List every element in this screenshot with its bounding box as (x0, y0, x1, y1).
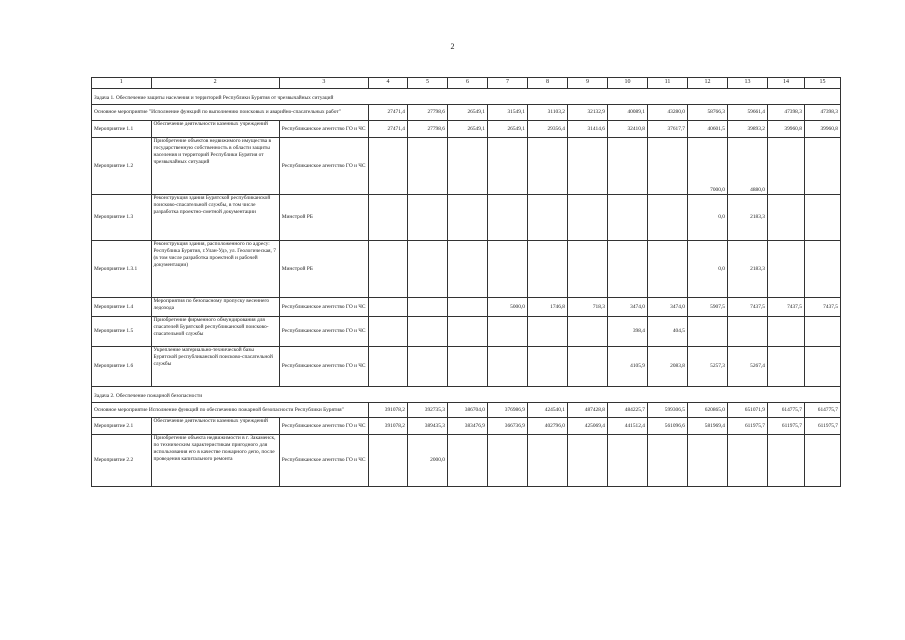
value-cell (607, 138, 647, 195)
value-cell: 47398,3 (767, 105, 804, 121)
value-cell: 386704,0 (447, 403, 487, 418)
value-cell (767, 347, 804, 387)
value-cell (804, 347, 840, 387)
value-cell (369, 195, 408, 241)
value-cell: 39893,2 (727, 121, 767, 138)
activity-code: Мероприятие 2.1 (92, 418, 152, 435)
value-cell (727, 317, 767, 347)
value-cell (527, 317, 567, 347)
value-cell: 7000,0 (687, 138, 727, 195)
activity-name: Мероприятия по безопасному пропуску весеннего ледохода (151, 298, 279, 317)
value-cell (527, 347, 567, 387)
value-cell: 2083,8 (647, 347, 687, 387)
value-cell (527, 138, 567, 195)
value-cell (487, 241, 527, 298)
executor: Республиканское агентство ГО и ЧС (279, 418, 368, 435)
value-cell: 5907,5 (687, 298, 727, 317)
value-cell: 39960,8 (767, 121, 804, 138)
value-cell: 611975,7 (727, 418, 767, 435)
value-cell: 27471,4 (369, 121, 408, 138)
value-cell: 383476,9 (447, 418, 487, 435)
value-cell: 40601,5 (687, 121, 727, 138)
table-row (92, 418, 841, 435)
executor: Минстрой РБ (279, 195, 368, 241)
value-cell: 392735,3 (407, 403, 447, 418)
main-activity-name: Основное мероприятие "Исполнение функций по выполнению поисковых и аварийно-спасательных работ" (92, 105, 369, 121)
value-cell: 389435,3 (407, 418, 447, 435)
executor: Минстрой РБ (279, 241, 368, 298)
value-cell: 26549,1 (487, 121, 527, 138)
activity-code: Мероприятие 2.2 (92, 435, 152, 487)
activity-code: Мероприятие 1.3.1 (92, 241, 152, 298)
executor: Республиканское агентство ГО и ЧС (279, 121, 368, 138)
value-cell: 599306,5 (647, 403, 687, 418)
value-cell: 404,5 (647, 317, 687, 347)
header-cell: 11 (647, 78, 687, 89)
value-cell: 7437,5 (804, 298, 840, 317)
value-cell (804, 241, 840, 298)
value-cell: 402796,0 (527, 418, 567, 435)
activity-name: Обеспечение деятельности казенных учреждений (151, 121, 279, 138)
value-cell (447, 317, 487, 347)
value-cell: 611975,7 (804, 418, 840, 435)
table-row (92, 317, 841, 347)
value-cell (567, 435, 607, 487)
value-cell: 5257,3 (687, 347, 727, 387)
activity-code: Мероприятие 1.2 (92, 138, 152, 195)
activity-name: Приобретение объекта недвижимости в г. Закаменск, по техническим характеристикам пригодного для использования его в качестве пожарного депо, после проведения капитального ремонта (151, 435, 279, 487)
activity-name: Реконструкция здания, расположенного по адресу: Республика Бурятия, г.Улан-Удэ, ул. Геологическая, 7 (в том числе разработка проектной и рабочей документации) (151, 241, 279, 298)
value-cell: 39960,8 (804, 121, 840, 138)
header-cell: 2 (151, 78, 279, 89)
value-cell: 32132,9 (567, 105, 607, 121)
value-cell: 611975,7 (767, 418, 804, 435)
table-row (92, 403, 841, 418)
table-row (92, 435, 841, 487)
value-cell: 391078,2 (369, 403, 408, 418)
main-activity-name: Основное мероприятие Исполнение функций по обеспечению пожарной безопасности Республики Бурятия" (92, 403, 369, 418)
section-title: Задача 2. Обеспечение пожарной безопасности (92, 387, 841, 403)
value-cell (369, 298, 408, 317)
value-cell: 1746,8 (527, 298, 567, 317)
value-cell: 718,3 (567, 298, 607, 317)
value-cell (687, 435, 727, 487)
activity-code: Мероприятие 1.5 (92, 317, 152, 347)
value-cell: 43280,0 (647, 105, 687, 121)
header-cell: 13 (727, 78, 767, 89)
value-cell (487, 138, 527, 195)
value-cell: 31549,1 (487, 105, 527, 121)
value-cell (527, 435, 567, 487)
value-cell (527, 241, 567, 298)
value-cell: 7437,5 (767, 298, 804, 317)
value-cell: 37617,7 (647, 121, 687, 138)
header-cell: 15 (804, 78, 840, 89)
value-cell (647, 195, 687, 241)
value-cell: 27471,4 (369, 105, 408, 121)
value-cell (407, 347, 447, 387)
header-row (92, 78, 841, 89)
value-cell: 441512,4 (607, 418, 647, 435)
header-cell: 1 (92, 78, 152, 89)
value-cell: 31103,2 (527, 105, 567, 121)
value-cell (369, 138, 408, 195)
value-cell: 58766,3 (687, 105, 727, 121)
value-cell: 59661,4 (727, 105, 767, 121)
value-cell (767, 195, 804, 241)
table-row (92, 298, 841, 317)
section-row (92, 89, 841, 105)
activity-name: Укрепление материально-технической базы Бурятской республиканской поисково-спасательной службы (151, 347, 279, 387)
page-number: 2 (450, 42, 455, 51)
executor: Республиканское агентство ГО и ЧС (279, 317, 368, 347)
value-cell: 484225,7 (607, 403, 647, 418)
value-cell: 32410,8 (607, 121, 647, 138)
value-cell: 581969,4 (687, 418, 727, 435)
executor: Республиканское агентство ГО и ЧС (279, 138, 368, 195)
value-cell (407, 195, 447, 241)
value-cell (369, 435, 408, 487)
value-cell (727, 435, 767, 487)
value-cell (567, 241, 607, 298)
value-cell (607, 195, 647, 241)
value-cell (687, 317, 727, 347)
value-cell (447, 138, 487, 195)
value-cell (407, 317, 447, 347)
value-cell (767, 138, 804, 195)
value-cell: 4880,0 (727, 138, 767, 195)
activity-name: Обеспечение деятельности казенных учреждений (151, 418, 279, 435)
value-cell (767, 317, 804, 347)
value-cell (804, 195, 840, 241)
activity-name: Приобретение фирменного обмундирования для спасателей Бурятской республиканской поисково-спасательной службы (151, 317, 279, 347)
value-cell: 620865,0 (687, 403, 727, 418)
value-cell (804, 435, 840, 487)
value-cell: 2183,3 (727, 195, 767, 241)
value-cell (767, 241, 804, 298)
value-cell: 0,0 (687, 195, 727, 241)
table-row (92, 347, 841, 387)
value-cell: 366736,9 (487, 418, 527, 435)
value-cell: 651071,9 (727, 403, 767, 418)
value-cell (369, 241, 408, 298)
value-cell: 26549,1 (447, 121, 487, 138)
value-cell: 391078,2 (369, 418, 408, 435)
value-cell (447, 195, 487, 241)
header-cell: 4 (369, 78, 408, 89)
executor: Республиканское агентство ГО и ЧС (279, 298, 368, 317)
value-cell (447, 347, 487, 387)
value-cell (487, 435, 527, 487)
value-cell (567, 195, 607, 241)
value-cell (607, 435, 647, 487)
value-cell (369, 317, 408, 347)
value-cell (567, 138, 607, 195)
table-row (92, 121, 841, 138)
value-cell: 27798,6 (407, 105, 447, 121)
value-cell: 5267,4 (727, 347, 767, 387)
value-cell: 398,4 (607, 317, 647, 347)
value-cell (647, 435, 687, 487)
activity-code: Мероприятие 1.3 (92, 195, 152, 241)
value-cell (567, 317, 607, 347)
program-funding-table (91, 77, 841, 487)
executor: Республиканское агентство ГО и ЧС (279, 435, 368, 487)
value-cell (804, 317, 840, 347)
value-cell: 26549,1 (447, 105, 487, 121)
value-cell (447, 435, 487, 487)
value-cell: 2000,0 (407, 435, 447, 487)
value-cell (369, 347, 408, 387)
activity-code: Мероприятие 1.1 (92, 121, 152, 138)
value-cell (407, 138, 447, 195)
value-cell (487, 317, 527, 347)
section-row (92, 387, 841, 403)
header-cell: 9 (567, 78, 607, 89)
value-cell: 614775,7 (767, 403, 804, 418)
value-cell (487, 347, 527, 387)
header-cell: 3 (279, 78, 368, 89)
value-cell: 7437,5 (727, 298, 767, 317)
value-cell: 2183,3 (727, 241, 767, 298)
value-cell: 614775,7 (804, 403, 840, 418)
value-cell: 425069,4 (567, 418, 607, 435)
value-cell (767, 435, 804, 487)
header-cell: 12 (687, 78, 727, 89)
value-cell (487, 195, 527, 241)
value-cell (647, 138, 687, 195)
value-cell (447, 241, 487, 298)
table-row (92, 195, 841, 241)
executor: Республиканское агентство ГО и ЧС (279, 347, 368, 387)
value-cell: 376986,9 (487, 403, 527, 418)
header-cell: 10 (607, 78, 647, 89)
header-cell: 6 (447, 78, 487, 89)
value-cell: 27798,6 (407, 121, 447, 138)
header-cell: 5 (407, 78, 447, 89)
value-cell: 0,0 (687, 241, 727, 298)
value-cell (647, 241, 687, 298)
value-cell (527, 195, 567, 241)
header-cell: 7 (487, 78, 527, 89)
value-cell (804, 138, 840, 195)
value-cell: 3474,0 (607, 298, 647, 317)
value-cell (567, 347, 607, 387)
section-title: Задача 1. Обеспечение защиты населения и территорий Республики Бурятия от чрезвычайных ситуаций (92, 89, 841, 105)
activity-code: Мероприятие 1.6 (92, 347, 152, 387)
value-cell: 31414,6 (567, 121, 607, 138)
table-body (92, 78, 841, 487)
value-cell (407, 298, 447, 317)
header-cell: 14 (767, 78, 804, 89)
activity-name: Приобретение объектов недвижимого имущества в государственную собственность в области защиты населения и территорий Республики Бурятия от чрезвычайных ситуаций (151, 138, 279, 195)
value-cell: 424540,1 (527, 403, 567, 418)
value-cell: 3474,0 (647, 298, 687, 317)
header-cell: 8 (527, 78, 567, 89)
activity-name: Реконструкция здания Бурятской республиканской поисково-спасательной службы, в том числе разработка проектно-сметной документации (151, 195, 279, 241)
value-cell: 40089,1 (607, 105, 647, 121)
value-cell (447, 298, 487, 317)
value-cell: 5000,0 (487, 298, 527, 317)
value-cell: 47398,3 (804, 105, 840, 121)
value-cell (407, 241, 447, 298)
table-row (92, 105, 841, 121)
activity-code: Мероприятие 1.4 (92, 298, 152, 317)
value-cell (607, 241, 647, 298)
value-cell: 4105,9 (607, 347, 647, 387)
value-cell: 29356,4 (527, 121, 567, 138)
value-cell: 487428,8 (567, 403, 607, 418)
table-row (92, 241, 841, 298)
table-row (92, 138, 841, 195)
value-cell: 561096,6 (647, 418, 687, 435)
